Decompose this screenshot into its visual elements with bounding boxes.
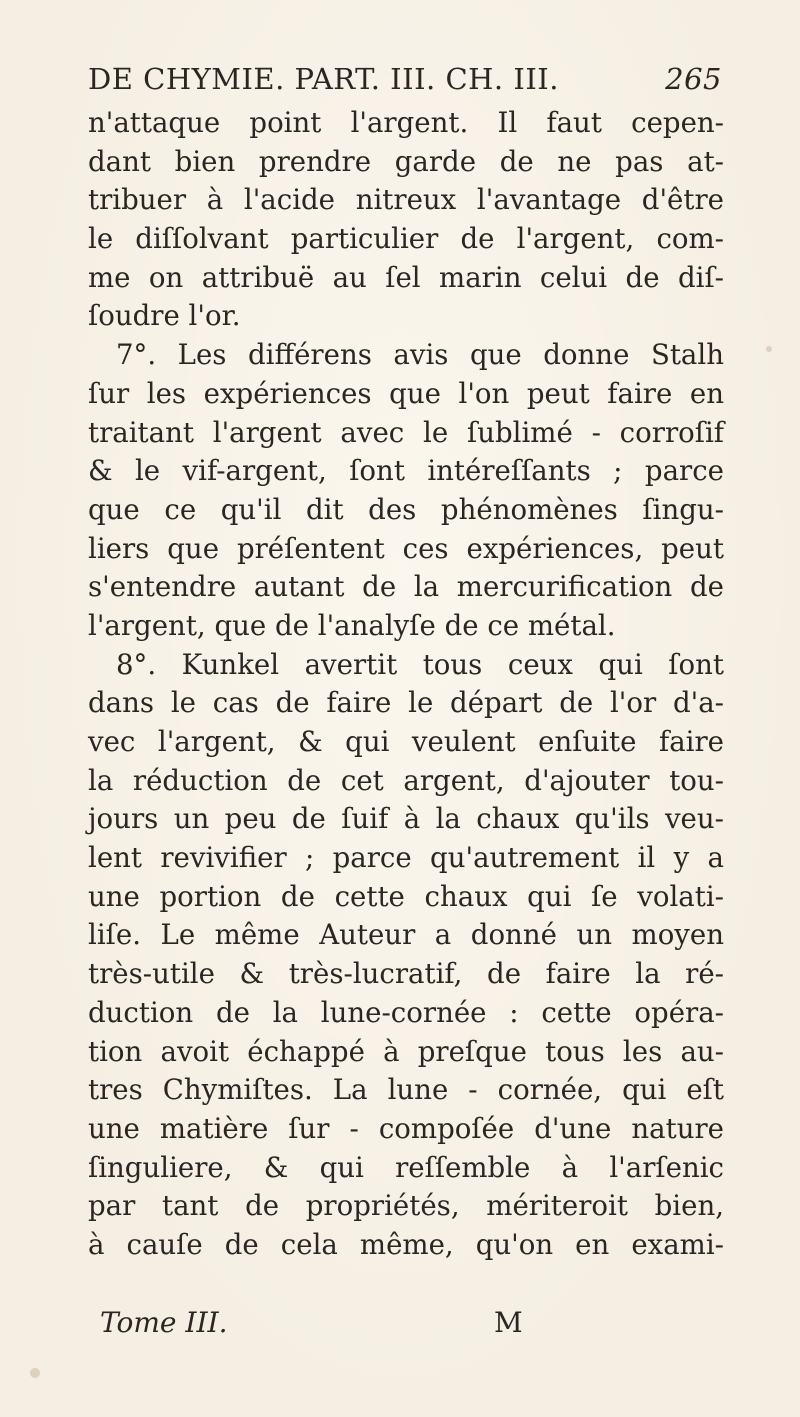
- paper-stain: [30, 1368, 40, 1378]
- text-line: liers que préſentent ces expériences, peut: [88, 531, 724, 565]
- page-footer: [100, 1306, 720, 1346]
- text-line: l'argent, que de l'analyſe de ce métal.: [88, 608, 616, 642]
- signature-mark: M: [494, 1306, 523, 1339]
- text-line: tion avoit échappé à preſque tous les au-: [88, 1034, 724, 1068]
- running-title: DE CHYMIE. PART. III. CH. III.: [88, 62, 559, 96]
- text-line: dans le cas de faire le départ de l'or d'a-: [88, 686, 724, 720]
- text-line: à cauſe de cela même, qu'on en exami-: [88, 1227, 724, 1261]
- text-line: une portion de cette chaux qui ſe volati-: [88, 879, 724, 913]
- text-line: par tant de propriétés, mériteroit bien,: [88, 1189, 724, 1223]
- text-line: vec l'argent, & qui veulent enſuite faire: [88, 725, 724, 758]
- text-line: ſoudre l'or.: [88, 299, 241, 333]
- text-line: traitant l'argent avec le ſublimé - corroſif: [88, 415, 724, 449]
- text-line: lent revivifier ; parce qu'autrement il y a: [88, 841, 724, 875]
- text-line: la réduction de cet argent, d'ajouter tou-: [88, 763, 724, 797]
- paragraph-start-8: 8°. Kunkel avertit tous ceux qui ſont: [116, 647, 724, 681]
- text-line: le diſſolvant particulier de l'argent, com-: [88, 222, 724, 256]
- paper-stain: [766, 346, 772, 352]
- page-number: 265: [665, 62, 722, 96]
- volume-label: Tome III.: [100, 1306, 228, 1339]
- text-line: s'entendre autant de la mercurification de: [88, 570, 724, 604]
- text-line: ſur les expériences que l'on peut faire en: [88, 376, 724, 410]
- body-text: [88, 104, 724, 1265]
- text-line: que ce qu'il dit des phénomènes ſingu-: [88, 492, 724, 526]
- text-line: jours un peu de ſuif à la chaux qu'ils veu-: [88, 802, 724, 836]
- text-line: liſe. Le même Auteur a donné un moyen: [88, 918, 724, 952]
- text-line: une matière ſur - compoſée d'une nature: [88, 1111, 724, 1145]
- paragraph-start-7: 7°. Les différens avis que donne Stalh: [116, 338, 724, 372]
- text-line: tres Chymiſtes. La lune - cornée, qui eſt: [88, 1073, 724, 1107]
- text-line: tribuer à l'acide nitreux l'avantage d'être: [88, 183, 724, 217]
- text-line: n'attaque point l'argent. Il faut cepen-: [88, 106, 724, 139]
- text-line: ſinguliere, & qui reſſemble à l'arſenic: [88, 1150, 724, 1184]
- running-head: [88, 62, 728, 102]
- text-line: duction de la lune-cornée : cette opéra-: [88, 995, 724, 1029]
- text-line: & le vif-argent, ſont intéreſſants ; parce: [88, 454, 724, 488]
- text-line: me on attribuë au ſel marin celui de diſ-: [88, 260, 724, 294]
- text-line: très-utile & très-lucratif, de faire la ré-: [88, 957, 724, 991]
- text-line: dant bien prendre garde de ne pas at-: [88, 144, 724, 178]
